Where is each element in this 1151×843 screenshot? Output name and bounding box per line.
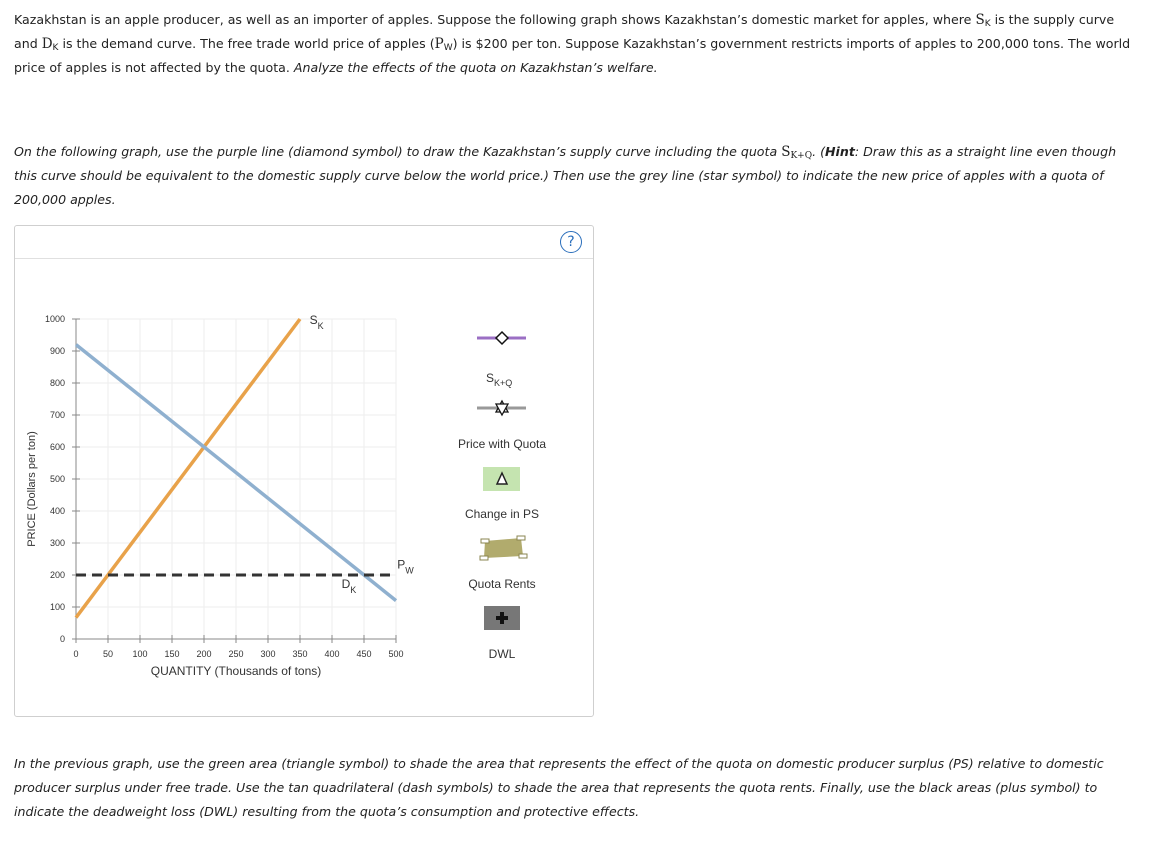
tool-quota-rents[interactable] [468,536,535,591]
curve-label-sk: $S_K$ [309,312,324,331]
dash-icon [480,556,488,560]
tool-dwl[interactable] [484,606,520,661]
shading-instructions: In the previous graph, use the green area (triangle symbol) to shade the area that represents the effect of the quota on domestic producer surplus (PS) relative to domestic producer surplus under free trade. Use the tan quadrilateral (dash symbols) to shade the area that represents the quota rents. Finally, use the black areas (plus symbol) to indicate the deadweight loss (DWL) resulting from the quota’s consumption and protective effects. [14,756,1104,819]
curve-label-dk: $D_K$ [341,576,357,595]
x-tick-label: 100 [132,649,148,659]
y-tick-label: 100 [49,602,65,612]
y-tick-label: 400 [49,506,65,516]
skq-tool-label: $S_{K+Q}$ [486,371,513,388]
graph-instructions: On the following graph, use the purple line (diamond symbol) to draw the Kazakhstan’s supply curve including the quota $S_{K+Q}$. (Hint: Draw this as a straight line even though this curve should be equivalent to the domestic supply curve below the world price.) Then use the grey line (star symbol) to indicate the new price of apples with a quota of 200,000 apples. [14,144,1117,207]
diamond-icon [496,332,508,344]
y-tick-label: 300 [49,538,65,548]
y-tick-label: 500 [49,474,65,484]
x-tick-label: 450 [356,649,372,659]
x-tick-label: 300 [260,649,276,659]
help-button[interactable]: ? [560,231,582,253]
tool-price-with-quota[interactable] [458,401,546,451]
dash-icon [481,539,489,543]
quota-rents-tool-label: Quota Rents [468,577,536,591]
tool-change-in-ps[interactable] [465,467,539,521]
tool-skq[interactable] [477,332,526,388]
y-tick-label: 600 [49,442,65,452]
curve-labels [310,313,415,595]
graph-panel [14,225,594,717]
price-quota-tool-label: Price with Quota [457,437,547,451]
y-tick-label: 1000 [44,314,65,324]
axes [26,314,404,678]
x-tick-label: 200 [196,649,212,659]
y-tick-label: 200 [49,570,65,580]
quadrilateral-icon [484,538,523,558]
curve-label-pw: $P_W$ [397,557,414,576]
y-axis-title: PRICE (Dollars per ton) [26,431,38,547]
x-axis-title: QUANTITY (Thousands of tons) [150,664,322,678]
x-tick-label: 400 [324,649,340,659]
y-tick-label: 0 [59,634,65,644]
dash-icon [519,554,527,558]
x-tick-label: 150 [164,649,180,659]
y-tick-label: 800 [49,378,65,388]
x-tick-label: 350 [292,649,308,659]
dwl-tool-label: DWL [488,647,516,661]
y-tick-label: 900 [49,346,65,356]
x-tick-label: 250 [228,649,244,659]
question-intro: Kazakhstan is an apple producer, as well as an importer of apples. Suppose the following graph shows Kazakhstan’s domestic market for apples, where $S_K$ is the supply curve and $D_K$ is the demand curve. The free trade world price of apples $(P_W)$ is $200 per ton. Suppose Kazakhstan’s government restricts imports of apples to 200,000 tons. The world price of apples is not affected by the quota. Analyze the effects of the quota on Kazakhstan’s welfare. [14,12,1131,75]
curve-sk [76,319,300,618]
x-tick-label: 0 [73,649,79,659]
dash-icon [517,536,525,540]
change-ps-tool-label: Change in PS [464,507,540,521]
chart-svg[interactable] [15,226,593,716]
y-tick-label: 700 [49,410,65,420]
x-tick-label: 50 [102,649,114,659]
tool-palette[interactable] [458,332,546,661]
grid [76,319,396,639]
x-tick-label: 500 [388,649,404,659]
